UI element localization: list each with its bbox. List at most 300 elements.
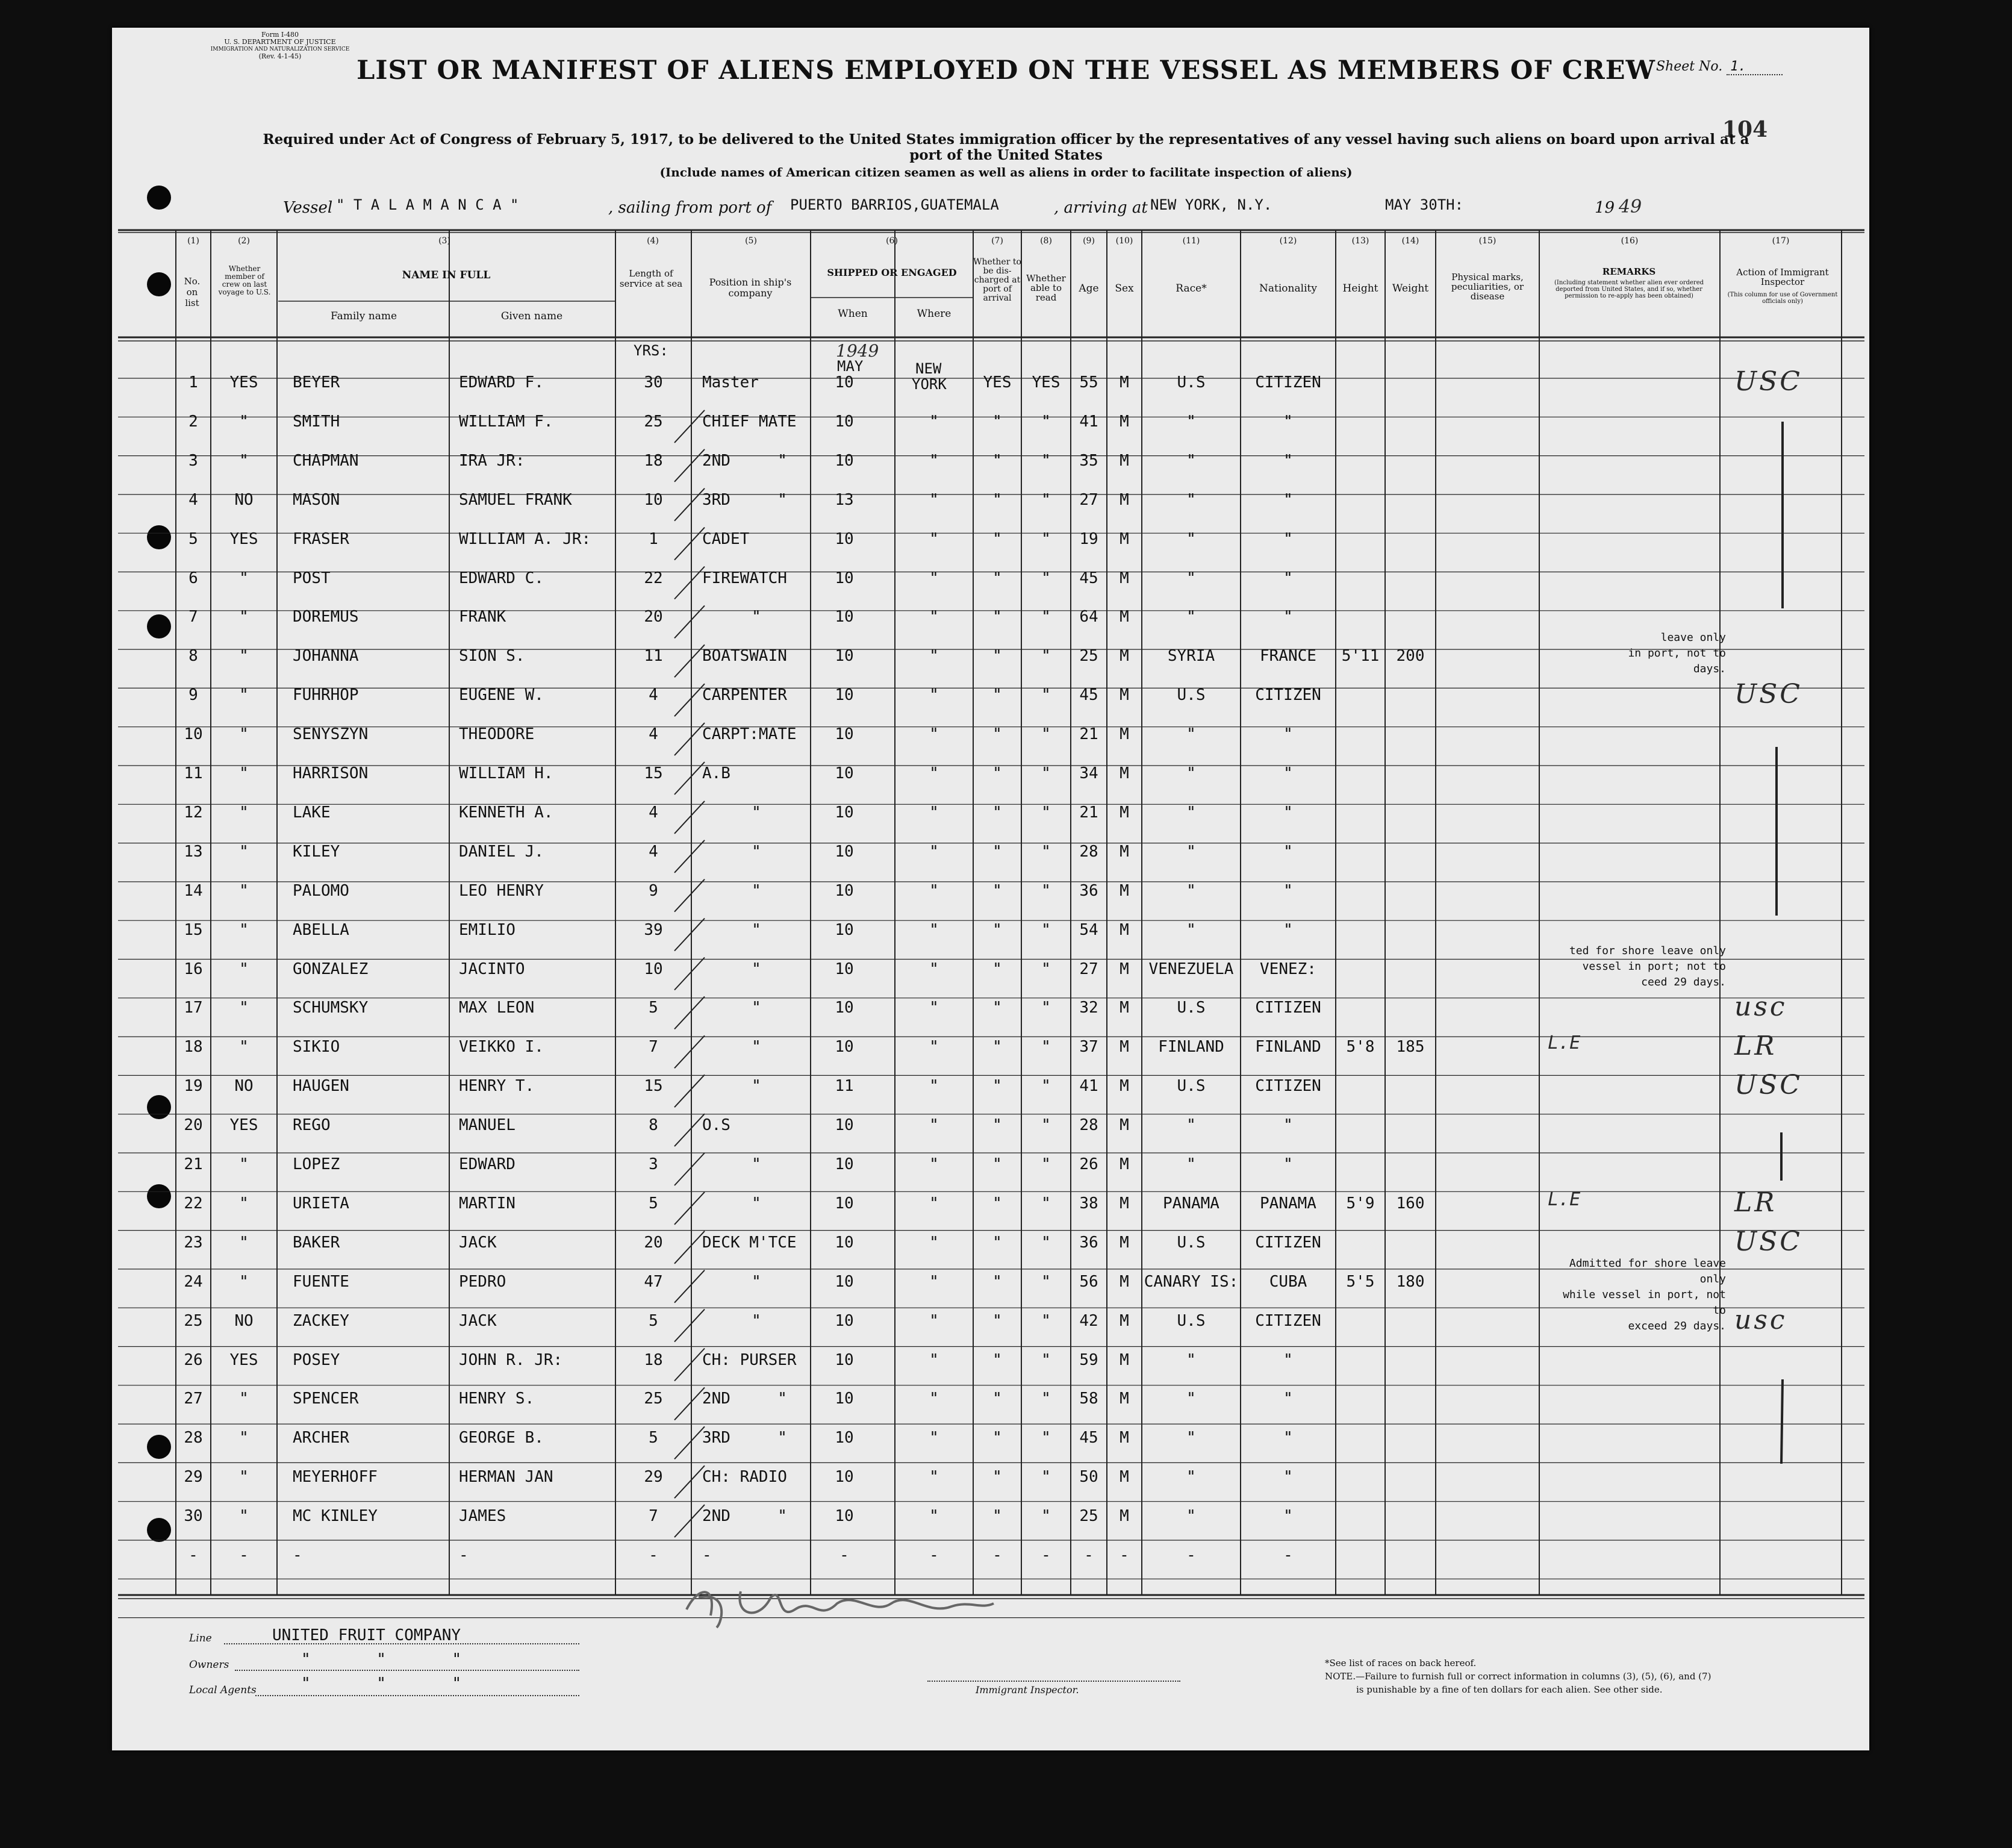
cell-prev: " bbox=[239, 999, 249, 1017]
cell-when: 11 bbox=[835, 1077, 854, 1096]
cell-when: 10 bbox=[835, 686, 854, 705]
table-row bbox=[0, 1226, 2012, 1258]
cell-dis: " bbox=[992, 1311, 1002, 1330]
cell-family: GONZALEZ bbox=[293, 960, 369, 978]
cell-family: KILEY bbox=[293, 842, 340, 861]
arrival-year: 49 bbox=[1619, 196, 1642, 217]
shipped-where-2: YORK bbox=[912, 376, 947, 393]
header-name-in-full: NAME IN FULL bbox=[402, 269, 491, 281]
cell-sex: M bbox=[1120, 1507, 1129, 1526]
cell-read: " bbox=[1041, 529, 1051, 548]
cell-len: 20 bbox=[644, 1233, 663, 1252]
cell-no: 18 bbox=[184, 1038, 203, 1057]
cell-given: VEIKKO I. bbox=[459, 1038, 544, 1057]
cell-remark: ted for shore leave only vessel in port; not to ceed 29 days. bbox=[1569, 944, 1726, 988]
header-able-read: Whether able to read bbox=[1026, 273, 1066, 303]
cell-sex: M bbox=[1120, 1390, 1129, 1408]
cell-read: " bbox=[1041, 412, 1051, 431]
cell-pos: FIREWATCH bbox=[702, 569, 787, 587]
cell-family: CHAPMAN bbox=[293, 451, 359, 470]
cell-when: 10 bbox=[835, 725, 854, 744]
footer-owners-underline bbox=[235, 1670, 579, 1671]
cell-sex: M bbox=[1120, 920, 1129, 939]
cell-given: MANUEL bbox=[459, 1116, 515, 1135]
cell-dis: " bbox=[992, 1272, 1002, 1291]
cell-nat: " bbox=[1283, 412, 1293, 431]
cell-sex: M bbox=[1120, 1077, 1129, 1096]
cell-given: WILLIAM A. JR: bbox=[459, 529, 591, 548]
cell-age: 54 bbox=[1079, 920, 1098, 939]
cell-len: - bbox=[649, 1546, 658, 1564]
cell-when: 10 bbox=[835, 1233, 854, 1252]
table-row bbox=[0, 1187, 2012, 1219]
cell-when: 10 bbox=[835, 764, 854, 782]
cell-prev: " bbox=[239, 1233, 249, 1252]
cell-age: 27 bbox=[1079, 960, 1098, 978]
table-row bbox=[0, 1031, 2012, 1062]
cell-given: THEODORE bbox=[459, 725, 535, 744]
cell-when: 10 bbox=[835, 803, 854, 822]
vessel-line: Vessel " T A L A M A N C A " , sailing from port of PUERTO BARRIOS,GUATEMALA , arriving at NEW YORK, N.Y. MAY 30TH: 19 49 bbox=[283, 196, 1642, 217]
table-row bbox=[0, 804, 2012, 828]
cell-read: " bbox=[1041, 1311, 1051, 1330]
cell-given: KENNETH A. bbox=[459, 803, 553, 822]
cell-dis: " bbox=[992, 999, 1002, 1017]
cell-family: ARCHER bbox=[293, 1429, 349, 1447]
cell-prev: " bbox=[239, 1272, 249, 1291]
cell-no: 16 bbox=[184, 960, 203, 978]
cell-read: " bbox=[1041, 920, 1051, 939]
cell-dis: " bbox=[992, 1350, 1002, 1369]
cell-race: U.S bbox=[1177, 999, 1206, 1017]
cell-prev: " bbox=[239, 1507, 249, 1526]
cell-race: " bbox=[1186, 881, 1196, 900]
cell-race: - bbox=[1186, 1546, 1196, 1564]
cell-given: EDWARD bbox=[459, 1155, 515, 1173]
cell-dis: " bbox=[992, 1155, 1002, 1173]
cell-where: " bbox=[929, 960, 939, 978]
cell-family: - bbox=[293, 1546, 302, 1564]
cell-family: SPENCER bbox=[293, 1390, 359, 1408]
cell-where: " bbox=[929, 725, 939, 744]
cell-sex: M bbox=[1120, 490, 1129, 509]
cell-family: SIKIO bbox=[293, 1038, 340, 1057]
cell-sex: M bbox=[1120, 608, 1129, 626]
cell-len: 8 bbox=[649, 1116, 658, 1135]
cell-read: " bbox=[1041, 803, 1051, 822]
header-where: Where bbox=[917, 308, 951, 320]
cell-where: " bbox=[929, 490, 939, 509]
cell-dis: " bbox=[992, 490, 1002, 509]
footnote-races: *See list of races on back hereof. bbox=[1325, 1658, 1477, 1669]
header-action-note: (This column for use of Government officials only) bbox=[1727, 292, 1838, 305]
cell-len: 11 bbox=[644, 647, 663, 666]
cell-dis: " bbox=[992, 1390, 1002, 1408]
cell-when: 10 bbox=[835, 1429, 854, 1447]
cell-len: 29 bbox=[644, 1468, 663, 1487]
cell-when: 10 bbox=[835, 1038, 854, 1057]
cell-dis: " bbox=[992, 764, 1002, 782]
inspector-signature bbox=[674, 1573, 1000, 1640]
cell-age: 36 bbox=[1079, 881, 1098, 900]
cell-no: 21 bbox=[184, 1155, 203, 1173]
cell-dis: - bbox=[992, 1546, 1002, 1564]
column-number: (7) bbox=[991, 236, 1003, 246]
cell-where: " bbox=[929, 647, 939, 666]
cell-nat: " bbox=[1283, 451, 1293, 470]
cell-dis: " bbox=[992, 608, 1002, 626]
footer-owners-label: Owners bbox=[189, 1659, 229, 1671]
cell-dis: " bbox=[992, 1038, 1002, 1057]
cell-len: 5 bbox=[649, 1429, 658, 1447]
cell-race: VENEZUELA bbox=[1148, 960, 1234, 978]
cell-no: 6 bbox=[188, 569, 198, 587]
cell-action: usc bbox=[1734, 1304, 1787, 1335]
cell-where: " bbox=[929, 412, 939, 431]
cell-pos: CADET bbox=[702, 529, 750, 548]
form-dept: U. S. DEPARTMENT OF JUSTICE bbox=[224, 38, 336, 46]
column-number: (3) bbox=[438, 236, 450, 246]
cell-dis: " bbox=[992, 1194, 1002, 1213]
footnote-fine: is punishable by a fine of ten dollars for each alien. See other side. bbox=[1356, 1684, 1663, 1695]
sailing-from: PUERTO BARRIOS,GUATEMALA bbox=[790, 196, 999, 213]
cell-dis: " bbox=[992, 569, 1002, 587]
cell-family: SMITH bbox=[293, 412, 340, 431]
cell-nat: CUBA bbox=[1269, 1272, 1307, 1291]
cell-given: WILLIAM F. bbox=[459, 412, 553, 431]
cell-no: 9 bbox=[188, 686, 198, 705]
cell-prev: YES bbox=[229, 1350, 258, 1369]
cell-age: 56 bbox=[1079, 1272, 1098, 1291]
cell-sex: M bbox=[1120, 999, 1129, 1017]
cell-prev: " bbox=[239, 686, 249, 705]
cell-age: 38 bbox=[1079, 1194, 1098, 1213]
cell-nat: " bbox=[1283, 1429, 1293, 1447]
cell-race: " bbox=[1186, 1507, 1196, 1526]
cell-pos: CHIEF MATE bbox=[702, 412, 797, 431]
cell-dis: " bbox=[992, 647, 1002, 666]
footer-owners-value: " " " bbox=[301, 1650, 462, 1669]
cell-race: " bbox=[1186, 842, 1196, 861]
cell-race: U.S bbox=[1177, 1311, 1206, 1330]
cell-age: 58 bbox=[1079, 1390, 1098, 1408]
cell-no: 8 bbox=[188, 647, 198, 666]
cell-pos: " bbox=[752, 1038, 761, 1057]
header-remarks: REMARKS bbox=[1602, 266, 1656, 277]
cell-remark: L.E bbox=[1548, 1188, 1581, 1210]
header-family-name: Family name bbox=[330, 310, 397, 322]
table-row bbox=[0, 679, 2012, 710]
header-physical: Physical marks, peculiarities, or disease bbox=[1451, 272, 1524, 302]
cell-age: 28 bbox=[1079, 1116, 1098, 1135]
cell-where: " bbox=[929, 1350, 939, 1369]
table-row bbox=[0, 1070, 2012, 1101]
cell-pos: " bbox=[752, 960, 761, 978]
table-row bbox=[0, 843, 2012, 867]
header-action: Action of Immigrant Inspector bbox=[1736, 267, 1829, 287]
shipped-where-1: NEW bbox=[915, 360, 942, 377]
cell-read: " bbox=[1041, 764, 1051, 782]
cell-read: " bbox=[1041, 881, 1051, 900]
cell-where: " bbox=[929, 999, 939, 1017]
inspector-label: Immigrant Inspector. bbox=[976, 1684, 1079, 1696]
cell-sex: M bbox=[1120, 1311, 1129, 1330]
cell-dis: " bbox=[992, 803, 1002, 822]
cell-nat: - bbox=[1283, 1546, 1293, 1564]
form-number: Form I-480 bbox=[261, 31, 299, 39]
header-when: When bbox=[838, 308, 868, 320]
cell-prev: " bbox=[239, 1155, 249, 1173]
cell-read: " bbox=[1041, 1272, 1051, 1291]
cell-no: 27 bbox=[184, 1390, 203, 1408]
footer-agents-underline bbox=[255, 1695, 579, 1696]
cell-family: FRASER bbox=[293, 529, 349, 548]
cell-wt: 200 bbox=[1396, 647, 1425, 666]
table-row bbox=[0, 1304, 2012, 1336]
cell-age: 28 bbox=[1079, 842, 1098, 861]
cell-race: " bbox=[1186, 1116, 1196, 1135]
cell-len: 4 bbox=[649, 803, 658, 822]
cell-sex: M bbox=[1120, 1429, 1129, 1447]
cell-len: 10 bbox=[644, 490, 663, 509]
cell-no: 11 bbox=[184, 764, 203, 782]
table-row bbox=[0, 1155, 2012, 1179]
cell-prev: YES bbox=[229, 1116, 258, 1135]
table-row bbox=[0, 1351, 2012, 1375]
table-row bbox=[0, 764, 2012, 788]
cell-pos: 2ND " bbox=[702, 1390, 787, 1408]
cell-given: FRANK bbox=[459, 608, 506, 626]
cell-len: 3 bbox=[649, 1155, 658, 1173]
table-row bbox=[0, 530, 2012, 554]
cell-age: 35 bbox=[1079, 451, 1098, 470]
cell-where: " bbox=[929, 881, 939, 900]
cell-action: USC bbox=[1734, 679, 1802, 710]
cell-when: 10 bbox=[835, 529, 854, 548]
footer-agents-value: " " " bbox=[301, 1675, 462, 1693]
cell-where: " bbox=[929, 1233, 939, 1252]
cell-read: " bbox=[1041, 1077, 1051, 1096]
column-number: (2) bbox=[238, 236, 250, 246]
cell-when: 10 bbox=[835, 1350, 854, 1369]
column-number: (12) bbox=[1279, 236, 1297, 246]
cell-nat: " bbox=[1283, 1390, 1293, 1408]
header-position: Position in ship's company bbox=[709, 276, 792, 299]
cell-given: - bbox=[459, 1546, 469, 1564]
cell-read: " bbox=[1041, 1194, 1051, 1213]
header-weight: Weight bbox=[1392, 283, 1429, 295]
cell-nat: CITIZEN bbox=[1255, 1077, 1321, 1096]
header-sex: Sex bbox=[1115, 283, 1134, 295]
table-row bbox=[0, 882, 2012, 906]
header-length-service: Length of service at sea bbox=[619, 268, 683, 289]
cell-remark: leave only in port, not to days. bbox=[1628, 631, 1726, 676]
header-remarks-note: (Including statement whether alien ever ordered deported from United States, and if so, whether permission to re-apply has been obtained) bbox=[1554, 279, 1704, 299]
cell-pos: O.S bbox=[702, 1116, 730, 1135]
cell-family: SENYSZYN bbox=[293, 725, 369, 744]
cell-no: 13 bbox=[184, 842, 203, 861]
cell-pos: " bbox=[752, 1155, 761, 1173]
cell-no: 3 bbox=[188, 451, 198, 470]
cell-len: 25 bbox=[644, 1390, 663, 1408]
cell-prev: " bbox=[239, 842, 249, 861]
cell-pos: CARPENTER bbox=[702, 686, 787, 705]
column-number: (17) bbox=[1772, 236, 1790, 246]
cell-nat: " bbox=[1283, 1350, 1293, 1369]
cell-prev: " bbox=[239, 920, 249, 939]
cell-age: 32 bbox=[1079, 999, 1098, 1017]
cell-sex: M bbox=[1120, 569, 1129, 587]
column-number: (9) bbox=[1083, 236, 1095, 246]
cell-nat: FINLAND bbox=[1255, 1038, 1321, 1057]
cell-where: " bbox=[929, 529, 939, 548]
table-row bbox=[0, 452, 2012, 476]
cell-given: IRA JR: bbox=[459, 451, 525, 470]
cell-age: 50 bbox=[1079, 1468, 1098, 1487]
cell-pos: " bbox=[752, 920, 761, 939]
header-discharged: Whether to be dis-charged at port of arrival bbox=[973, 257, 1021, 303]
table-row bbox=[0, 413, 2012, 437]
cell-prev: " bbox=[239, 1194, 249, 1213]
cell-ht: 5'8 bbox=[1346, 1038, 1375, 1057]
table-row bbox=[0, 1546, 2012, 1570]
cell-read: " bbox=[1041, 1155, 1051, 1173]
cell-where: " bbox=[929, 1272, 939, 1291]
cell-sex: M bbox=[1120, 686, 1129, 705]
page-title: LIST OR MANIFEST OF ALIENS EMPLOYED ON THE VESSEL AS MEMBERS OF CREW bbox=[357, 55, 1655, 86]
cell-given: EMILIO bbox=[459, 920, 515, 939]
cell-when: 10 bbox=[835, 1155, 854, 1173]
cell-nat: CITIZEN bbox=[1255, 373, 1321, 392]
cell-where: " bbox=[929, 803, 939, 822]
cell-no: 24 bbox=[184, 1272, 203, 1291]
cell-read: " bbox=[1041, 1390, 1051, 1408]
cell-where: " bbox=[929, 1390, 939, 1408]
cell-sex: M bbox=[1120, 1350, 1129, 1369]
cell-prev: " bbox=[239, 608, 249, 626]
cell-dis: " bbox=[992, 451, 1002, 470]
cell-sex: M bbox=[1120, 1468, 1129, 1487]
cell-race: U.S bbox=[1177, 373, 1206, 392]
cell-age: 19 bbox=[1079, 529, 1098, 548]
cell-where: " bbox=[929, 842, 939, 861]
cell-nat: " bbox=[1283, 725, 1293, 744]
cell-nat: " bbox=[1283, 881, 1293, 900]
cell-pos: " bbox=[752, 842, 761, 861]
cell-when: 10 bbox=[835, 1468, 854, 1487]
cell-race: " bbox=[1186, 1429, 1196, 1447]
cell-nat: CITIZEN bbox=[1255, 1233, 1321, 1252]
stamp-number: 104 bbox=[1722, 117, 1768, 142]
cell-pos: CH: RADIO bbox=[702, 1468, 787, 1487]
cell-prev: YES bbox=[229, 373, 258, 392]
form-rev: (Rev. 4-1-45) bbox=[258, 52, 302, 60]
arrival-date: MAY 30TH: bbox=[1385, 196, 1464, 213]
cell-family: ZACKEY bbox=[293, 1311, 349, 1330]
cell-no: 28 bbox=[184, 1429, 203, 1447]
form-service: IMMIGRATION AND NATURALIZATION SERVICE bbox=[210, 46, 350, 52]
cell-prev: YES bbox=[229, 529, 258, 548]
cell-len: 4 bbox=[649, 686, 658, 705]
cell-len: 25 bbox=[644, 412, 663, 431]
cell-where: " bbox=[929, 1038, 939, 1057]
cell-when: 10 bbox=[835, 881, 854, 900]
cell-given: JACINTO bbox=[459, 960, 525, 978]
header-shipped: SHIPPED OR ENGAGED bbox=[827, 267, 957, 278]
cell-when: 10 bbox=[835, 1116, 854, 1135]
cell-pos: CH: PURSER bbox=[702, 1350, 797, 1369]
cell-ht: 5'5 bbox=[1346, 1272, 1375, 1291]
cell-given: JACK bbox=[459, 1233, 497, 1252]
cell-no: - bbox=[188, 1546, 198, 1564]
cell-pos: 3RD " bbox=[702, 1429, 787, 1447]
cell-prev: " bbox=[239, 725, 249, 744]
header-nationality: Nationality bbox=[1259, 283, 1317, 295]
cell-when: 10 bbox=[835, 960, 854, 978]
cell-len: 1 bbox=[649, 529, 658, 548]
cell-age: 45 bbox=[1079, 1429, 1098, 1447]
cell-sex: M bbox=[1120, 842, 1129, 861]
cell-action: LR bbox=[1734, 1187, 1777, 1218]
cell-when: 10 bbox=[835, 608, 854, 626]
cell-age: 21 bbox=[1079, 803, 1098, 822]
cell-where: " bbox=[929, 1507, 939, 1526]
cell-sex: M bbox=[1120, 803, 1129, 822]
column-number: (4) bbox=[647, 236, 659, 246]
cell-no: 7 bbox=[188, 608, 198, 626]
sheet-number: Sheet No. 1. bbox=[1656, 59, 1783, 74]
cell-prev: NO bbox=[234, 1311, 254, 1330]
cell-family: REGO bbox=[293, 1116, 331, 1135]
cell-race: U.S bbox=[1177, 1077, 1206, 1096]
cell-prev: " bbox=[239, 960, 249, 978]
cell-race: " bbox=[1186, 920, 1196, 939]
cell-race: " bbox=[1186, 451, 1196, 470]
cell-action: LR bbox=[1734, 1031, 1777, 1062]
cell-nat: CITIZEN bbox=[1255, 999, 1321, 1017]
cell-pos: " bbox=[752, 803, 761, 822]
cell-given: JACK bbox=[459, 1311, 497, 1330]
cell-len: 15 bbox=[644, 1077, 663, 1096]
cell-nat: " bbox=[1283, 764, 1293, 782]
cell-read: " bbox=[1041, 1233, 1051, 1252]
cell-len: 10 bbox=[644, 960, 663, 978]
cell-sex: M bbox=[1120, 881, 1129, 900]
cell-dis: YES bbox=[983, 373, 1012, 392]
cell-no: 20 bbox=[184, 1116, 203, 1135]
column-number: (16) bbox=[1621, 236, 1639, 246]
cell-read: " bbox=[1041, 725, 1051, 744]
cell-race: " bbox=[1186, 412, 1196, 431]
cell-sex: M bbox=[1120, 373, 1129, 392]
cell-family: DOREMUS bbox=[293, 608, 359, 626]
cell-read: " bbox=[1041, 490, 1051, 509]
cell-read: " bbox=[1041, 1507, 1051, 1526]
cell-read: - bbox=[1041, 1546, 1051, 1564]
footer-agents-label: Local Agents bbox=[189, 1684, 257, 1696]
cell-where: - bbox=[929, 1546, 939, 1564]
cell-when: 10 bbox=[835, 1507, 854, 1526]
cell-read: " bbox=[1041, 960, 1051, 978]
cell-race: U.S bbox=[1177, 686, 1206, 705]
cell-nat: " bbox=[1283, 608, 1293, 626]
cell-age: 41 bbox=[1079, 1077, 1098, 1096]
cell-given: DANIEL J. bbox=[459, 842, 544, 861]
cell-when: 10 bbox=[835, 451, 854, 470]
header-age: Age bbox=[1079, 283, 1099, 295]
cell-nat: " bbox=[1283, 842, 1293, 861]
cell-prev: NO bbox=[234, 1077, 254, 1096]
